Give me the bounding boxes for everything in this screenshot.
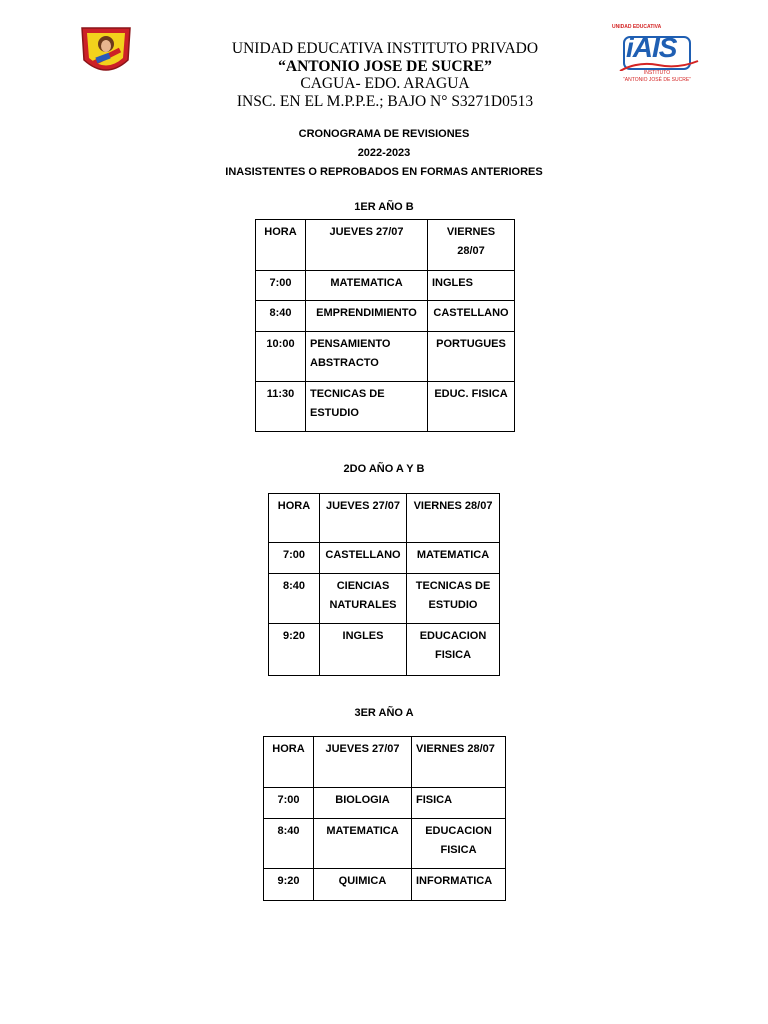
- logo-top-text: UNIDAD EDUCATIVA: [612, 24, 662, 30]
- cell-hora: 8:40: [256, 301, 306, 332]
- table-row: [264, 819, 506, 869]
- title-line-3: INASISTENTES O REPROBADOS EN FORMAS ANTERIORES: [225, 166, 543, 178]
- table-row: [269, 574, 500, 624]
- table-row: [264, 788, 506, 819]
- cell-jueves: MATEMATICA: [306, 271, 428, 301]
- cell-viernes: PORTUGUES: [428, 332, 515, 382]
- header-cell-hora: HORA: [269, 494, 320, 543]
- table-header-row: [269, 494, 500, 543]
- title-line-2: 2022-2023: [357, 147, 411, 159]
- cell-viernes: INFORMATICA: [412, 869, 506, 901]
- table-row: [256, 332, 515, 382]
- cell-hora: 7:00: [269, 543, 320, 574]
- table-header-row: [256, 220, 515, 271]
- cell-viernes: CASTELLANO: [428, 301, 515, 332]
- table-row: [256, 382, 515, 432]
- logo-sub-1: INSTITUTO: [643, 70, 671, 76]
- table-row: [269, 543, 500, 574]
- title-line-1: CRONOGRAMA DE REVISIONES: [298, 128, 470, 140]
- cell-viernes: EDUC. FISICA: [428, 382, 515, 432]
- section-title-1er-ano: 1ER AÑO B: [354, 201, 414, 213]
- schedule-table-2do-ano: [268, 493, 500, 676]
- header-cell-hora: HORA: [256, 220, 306, 271]
- schedule-table-3er-ano: [263, 736, 506, 901]
- cell-jueves: EMPRENDIMIENTO: [306, 301, 428, 332]
- header-line-2: “ANTONIO JOSE DE SUCRE”: [278, 57, 492, 75]
- header-cell-viernes: VIERNES 28/07: [407, 494, 500, 543]
- header-line-3: CAGUA- EDO. ARAGUA: [300, 75, 470, 92]
- cell-viernes: MATEMATICA: [407, 543, 500, 574]
- iais-logo: [612, 24, 702, 86]
- cell-jueves: PENSAMIENTO ABSTRACTO: [306, 332, 428, 382]
- cell-hora: 9:20: [264, 869, 314, 901]
- cell-jueves: BIOLOGIA: [314, 788, 412, 819]
- section-title-3er-ano: 3ER AÑO A: [354, 707, 414, 719]
- school-crest-logo: [78, 22, 134, 80]
- logo-letters: iAIS: [626, 32, 677, 63]
- schedule-table-1er-ano: [255, 219, 515, 432]
- header-cell-viernes: VIERNES 28/07: [412, 737, 506, 788]
- header-line-1: UNIDAD EDUCATIVA INSTITUTO PRIVADO: [231, 40, 539, 57]
- header-cell-jueves: JUEVES 27/07: [306, 220, 428, 271]
- section-title-2do-ano: 2DO AÑO A Y B: [343, 463, 425, 475]
- table-row: [256, 271, 515, 301]
- table-row: [264, 869, 506, 901]
- cell-hora: 11:30: [256, 382, 306, 432]
- cell-hora: 7:00: [264, 788, 314, 819]
- document-title: [0, 125, 768, 182]
- cell-viernes: EDUCACION FISICA: [412, 819, 506, 869]
- cell-hora: 9:20: [269, 624, 320, 676]
- table-header-row: [264, 737, 506, 788]
- header-line-4: INSC. EN EL M.P.P.E.; BAJO N° S3271D0513: [236, 92, 534, 110]
- cell-viernes: FISICA: [412, 788, 506, 819]
- school-header: [180, 40, 590, 110]
- header-cell-hora: HORA: [264, 737, 314, 788]
- header-cell-viernes: VIERNES 28/07: [428, 220, 515, 271]
- table-row: [256, 301, 515, 332]
- table-row: [269, 624, 500, 676]
- cell-hora: 8:40: [269, 574, 320, 624]
- header-cell-jueves: JUEVES 27/07: [314, 737, 412, 788]
- cell-jueves: MATEMATICA: [314, 819, 412, 869]
- header-cell-jueves: JUEVES 27/07: [320, 494, 407, 543]
- cell-jueves: TECNICAS DE ESTUDIO: [306, 382, 428, 432]
- cell-jueves: CASTELLANO: [320, 543, 407, 574]
- cell-viernes: TECNICAS DE ESTUDIO: [407, 574, 500, 624]
- cell-viernes: INGLES: [428, 271, 515, 301]
- cell-jueves: CIENCIAS NATURALES: [320, 574, 407, 624]
- cell-hora: 8:40: [264, 819, 314, 869]
- cell-jueves: INGLES: [320, 624, 407, 676]
- cell-viernes: EDUCACION FISICA: [407, 624, 500, 676]
- cell-hora: 7:00: [256, 271, 306, 301]
- logo-sub-2: “ANTONIO JOSÉ DE SUCRE”: [623, 77, 691, 83]
- cell-hora: 10:00: [256, 332, 306, 382]
- cell-jueves: QUIMICA: [314, 869, 412, 901]
